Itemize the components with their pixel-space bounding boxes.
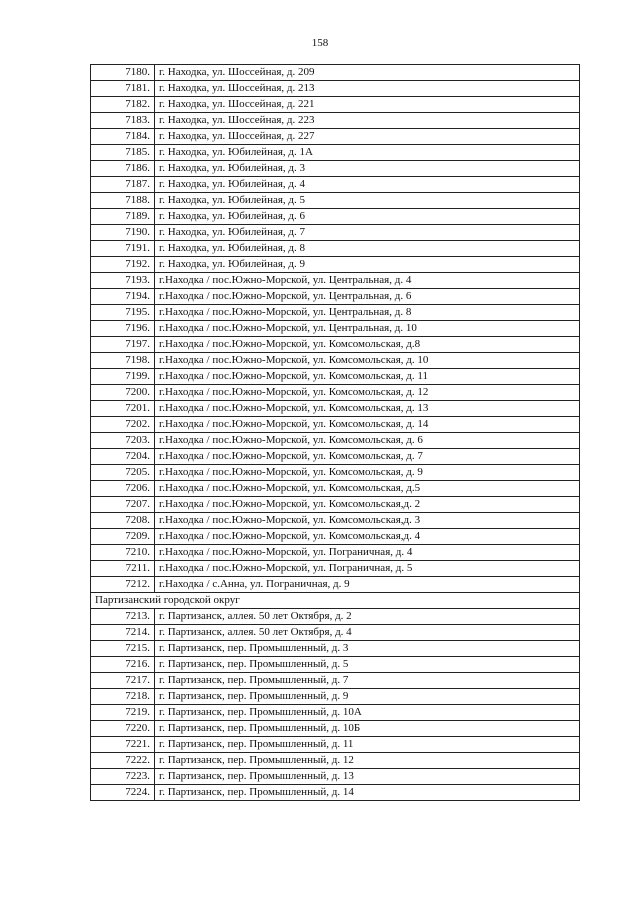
row-address: г. Находка, ул. Юбилейная, д. 7 [155,225,580,241]
row-address: г. Партизанск, пер. Промышленный, д. 11 [155,737,580,753]
row-number: 7193. [91,273,155,289]
row-address: г.Находка / пос.Южно-Морской, ул. Центральная, д. 10 [155,321,580,337]
row-address: г.Находка / пос.Южно-Морской, ул. Комсомольская, д. 12 [155,385,580,401]
row-address: г. Партизанск, пер. Промышленный, д. 5 [155,657,580,673]
table-row [91,257,580,273]
table-row [91,785,580,801]
row-number: 7183. [91,113,155,129]
row-address: г. Партизанск, аллея. 50 лет Октября, д. 2 [155,609,580,625]
table-row [91,385,580,401]
table-row [91,209,580,225]
table-row [91,145,580,161]
row-address: г.Находка / пос.Южно-Морской, ул. Пограничная, д. 4 [155,545,580,561]
table-row [91,497,580,513]
table-row [91,721,580,737]
row-number: 7205. [91,465,155,481]
row-number: 7214. [91,625,155,641]
table-row [91,513,580,529]
row-number: 7218. [91,689,155,705]
row-address: г. Находка, ул. Юбилейная, д. 1А [155,145,580,161]
row-number: 7209. [91,529,155,545]
table-row [91,529,580,545]
section-row [91,593,580,609]
table-row [91,769,580,785]
row-address: г.Находка / с.Анна, ул. Пограничная, д. 9 [155,577,580,593]
row-address: г.Находка / пос.Южно-Морской, ул. Комсомольская, д. 11 [155,369,580,385]
row-number: 7216. [91,657,155,673]
row-number: 7194. [91,289,155,305]
row-number: 7191. [91,241,155,257]
row-address: г.Находка / пос.Южно-Морской, ул. Комсомольская,д. 2 [155,497,580,513]
row-number: 7195. [91,305,155,321]
row-address: г.Находка / пос.Южно-Морской, ул. Комсомольская, д. 9 [155,465,580,481]
row-number: 7213. [91,609,155,625]
row-number: 7224. [91,785,155,801]
table-row [91,177,580,193]
row-address: г.Находка / пос.Южно-Морской, ул. Комсомольская, д. 7 [155,449,580,465]
row-number: 7180. [91,65,155,81]
table-row [91,657,580,673]
row-address: г. Находка, ул. Шоссейная, д. 209 [155,65,580,81]
row-number: 7204. [91,449,155,465]
row-address: г. Находка, ул. Юбилейная, д. 3 [155,161,580,177]
row-address: г. Находка, ул. Шоссейная, д. 223 [155,113,580,129]
row-number: 7211. [91,561,155,577]
row-number: 7198. [91,353,155,369]
row-address: г. Находка, ул. Шоссейная, д. 221 [155,97,580,113]
row-address: г. Партизанск, пер. Промышленный, д. 7 [155,673,580,689]
row-number: 7215. [91,641,155,657]
row-number: 7222. [91,753,155,769]
row-address: г. Партизанск, пер. Промышленный, д. 3 [155,641,580,657]
row-number: 7190. [91,225,155,241]
row-number: 7197. [91,337,155,353]
table-row [91,161,580,177]
table-row [91,545,580,561]
table-row [91,225,580,241]
page-number: 158 [311,37,329,49]
row-address: г. Находка, ул. Юбилейная, д. 4 [155,177,580,193]
table-row [91,705,580,721]
row-address: г.Находка / пос.Южно-Морской, ул. Комсомольская, д.8 [155,337,580,353]
table-row [91,193,580,209]
row-number: 7189. [91,209,155,225]
row-number: 7201. [91,401,155,417]
table-row [91,577,580,593]
row-number: 7219. [91,705,155,721]
row-number: 7206. [91,481,155,497]
table-row [91,81,580,97]
row-number: 7200. [91,385,155,401]
row-number: 7217. [91,673,155,689]
row-number: 7184. [91,129,155,145]
table-row [91,641,580,657]
row-number: 7199. [91,369,155,385]
row-address: г.Находка / пос.Южно-Морской, ул. Комсомольская, д. 10 [155,353,580,369]
row-number: 7223. [91,769,155,785]
row-number: 7208. [91,513,155,529]
row-number: 7212. [91,577,155,593]
row-address: г. Находка, ул. Юбилейная, д. 8 [155,241,580,257]
row-number: 7187. [91,177,155,193]
row-number: 7181. [91,81,155,97]
row-number: 7220. [91,721,155,737]
table-row [91,97,580,113]
table-row [91,673,580,689]
section-title: Партизанский городской округ [91,593,580,609]
table-row [91,321,580,337]
row-number: 7185. [91,145,155,161]
table-row [91,561,580,577]
table-row [91,65,580,81]
row-address: г. Находка, ул. Юбилейная, д. 6 [155,209,580,225]
table-row [91,401,580,417]
row-address: г.Находка / пос.Южно-Морской, ул. Центральная, д. 6 [155,289,580,305]
row-address: г. Партизанск, пер. Промышленный, д. 10Б [155,721,580,737]
row-address: г. Партизанск, пер. Промышленный, д. 14 [155,785,580,801]
table-row [91,753,580,769]
table-row [91,449,580,465]
row-address: г. Партизанск, пер. Промышленный, д. 12 [155,753,580,769]
address-table-body [91,65,580,801]
row-number: 7186. [91,161,155,177]
row-address: г. Находка, ул. Шоссейная, д. 227 [155,129,580,145]
table-row [91,433,580,449]
row-address: г.Находка / пос.Южно-Морской, ул. Комсомольская,д. 4 [155,529,580,545]
table-row [91,305,580,321]
row-address: г. Находка, ул. Шоссейная, д. 213 [155,81,580,97]
row-number: 7202. [91,417,155,433]
table-row [91,241,580,257]
row-number: 7182. [91,97,155,113]
table-row [91,481,580,497]
row-number: 7188. [91,193,155,209]
table-row [91,737,580,753]
row-address: г.Находка / пос.Южно-Морской, ул. Центральная, д. 8 [155,305,580,321]
table-row [91,129,580,145]
row-address: г.Находка / пос.Южно-Морской, ул. Комсомольская, д. 6 [155,433,580,449]
row-address: г.Находка / пос.Южно-Морской, ул. Комсомольская, д. 14 [155,417,580,433]
row-address: г. Партизанск, пер. Промышленный, д. 13 [155,769,580,785]
row-address: г.Находка / пос.Южно-Морской, ул. Комсомольская, д.5 [155,481,580,497]
row-address: г. Партизанск, аллея. 50 лет Октября, д. 4 [155,625,580,641]
row-number: 7192. [91,257,155,273]
row-address: г. Находка, ул. Юбилейная, д. 9 [155,257,580,273]
table-row [91,337,580,353]
row-address: г. Партизанск, пер. Промышленный, д. 9 [155,689,580,705]
table-row [91,113,580,129]
row-address: г.Находка / пос.Южно-Морской, ул. Комсомольская, д. 13 [155,401,580,417]
row-address: г.Находка / пос.Южно-Морской, ул. Комсомольская,д. 3 [155,513,580,529]
table-row [91,465,580,481]
row-address: г.Находка / пос.Южно-Морской, ул. Пограничная, д. 5 [155,561,580,577]
table-row [91,625,580,641]
row-address: г. Находка, ул. Юбилейная, д. 5 [155,193,580,209]
table-row [91,289,580,305]
row-number: 7203. [91,433,155,449]
table-row [91,417,580,433]
table-row [91,353,580,369]
address-table [90,64,580,801]
row-address: г. Партизанск, пер. Промышленный, д. 10А [155,705,580,721]
row-number: 7207. [91,497,155,513]
row-number: 7221. [91,737,155,753]
row-address: г.Находка / пос.Южно-Морской, ул. Центральная, д. 4 [155,273,580,289]
table-row [91,369,580,385]
table-row [91,689,580,705]
row-number: 7196. [91,321,155,337]
table-row [91,609,580,625]
table-row [91,273,580,289]
row-number: 7210. [91,545,155,561]
